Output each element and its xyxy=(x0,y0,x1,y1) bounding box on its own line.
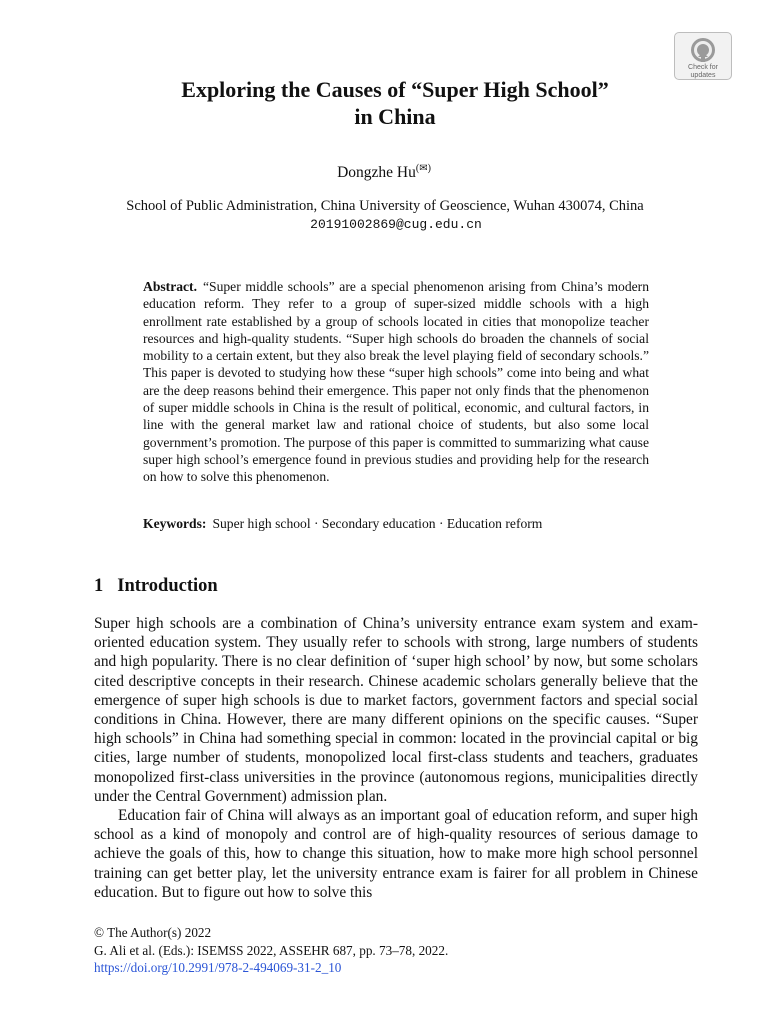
abstract xyxy=(143,278,649,486)
keywords xyxy=(143,515,649,532)
author-name: Dongzhe Hu xyxy=(337,164,416,181)
title-line-2: in China xyxy=(354,104,436,129)
footer xyxy=(94,924,714,977)
check-for-updates-icon xyxy=(690,37,716,63)
keywords-text: Super high school · Secondary education · Education reform xyxy=(212,516,543,531)
citation: G. Ali et al. (Eds.): ISEMSS 2022, ASSEHR 687, pp. 73–78, 2022. xyxy=(94,942,449,958)
author-line xyxy=(0,163,768,182)
paragraph-1: Super high schools are a combination of China’s university entrance exam system and exam-oriented education system. They usually refer to schools with strong, large numbers of students and high popularity. There is no clear definition of ‘super high school’ by now, but some scholars cited descriptive concepts in their research. Chinese academic scholars generally believe that the emergence of super high schools is due to market factors, government factors and special social conditions in China. However, there are many different opinions on the specific causes. “Super high schools” in China had something special in common: located in the provincial capital or big cities, large number of students, monopolized local first-class students and teachers, graduates monopolized first-class universities in the province (autonomous regions, municipalities directly under the Central Government) admission plan. xyxy=(94,615,698,805)
section-number: 1 xyxy=(94,576,104,596)
author-email[interactable]: 20191002869@cug.edu.cn xyxy=(310,217,482,232)
affiliation: School of Public Administration, China University of Geoscience, Wuhan 430074, China xyxy=(126,198,644,214)
section-title: Introduction xyxy=(117,576,218,596)
badge-line-1: Check for xyxy=(688,64,718,71)
paper-title xyxy=(60,76,730,130)
title-line-1: Exploring the Causes of “Super High School” xyxy=(181,77,609,102)
copyright: © The Author(s) 2022 xyxy=(94,925,212,940)
badge-line-2: updates xyxy=(690,71,716,79)
section-body xyxy=(94,614,698,902)
check-for-updates-badge[interactable] xyxy=(674,32,732,80)
doi-link[interactable]: https://doi.org/10.2991/978-2-494069-31-2_10 xyxy=(94,960,342,975)
keywords-label: Keywords: xyxy=(143,516,207,531)
abstract-text: “Super middle schools” are a special phenomenon arising from China’s modern education reform. They refer to a group of super-sized middle schools with a high enrollment rate established by a group of schools located in cities that monopolize teacher resources and high-quality students. “Super high schools do broaden the channels of social mobility to a certain extent, but they also break the level playing field of secondary schools.” This paper is devoted to studying how these “super high schools” come into being and what are the deep reasons behind their emergence. This paper not only finds that the phenomenon of super middle schools in China is the result of political, economic, and cultural factors, in line with the general market law and rational choice of students, but also some local government’s promotion. The purpose of this paper is committed to summarizing what cause super high school’s emergence found in previous studies and providing help for the research on how to solve this phenomenon. xyxy=(143,279,649,485)
corresponding-author-mark: (✉) xyxy=(415,163,431,174)
section-heading xyxy=(94,576,218,597)
abstract-label: Abstract. xyxy=(143,279,197,294)
paragraph-2: Education fair of China will always as an important goal of education reform, and super high school as a kind of monopoly and control are of high-quality resources of serious damage to achieve the goals of this, how to change this situation, how to make more high school personnel training can get better play, let the university entrance exam is fairer for all problem in Chinese education. But to figure out how to solve this xyxy=(94,807,698,901)
